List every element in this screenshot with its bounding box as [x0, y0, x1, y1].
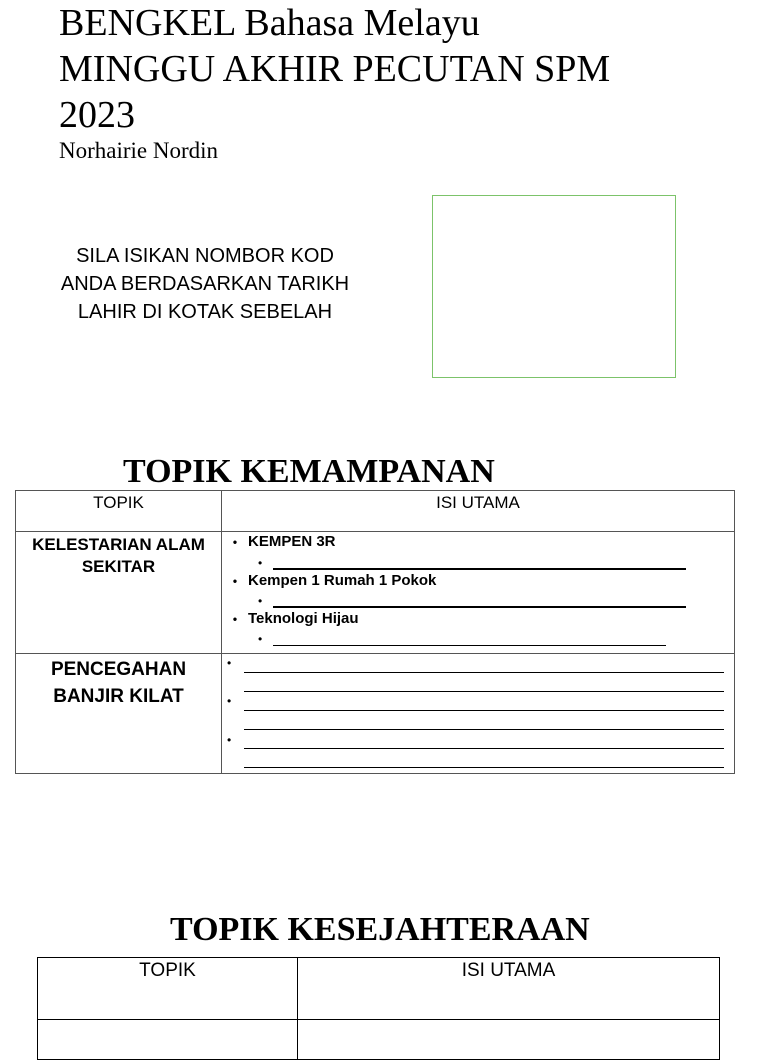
topic-line: PENCEGAHAN: [50, 659, 187, 680]
list-item: [226, 572, 436, 589]
instruction-line-3: LAHIR DI KOTAK SEBELAH: [77, 301, 333, 323]
document-title-line-1: BENGKEL Bahasa Melayu: [59, 2, 480, 44]
answer-blank[interactable]: [244, 710, 724, 711]
document-title-line-2: MINGGU AKHIR PECUTAN SPM: [59, 48, 611, 90]
instruction-line-2: ANDA BERDASARKAN TARIKH: [60, 273, 350, 295]
table-header-row: [38, 958, 720, 1020]
bullet-icon: •: [227, 656, 232, 670]
topic-line: BANJIR KILAT: [53, 686, 184, 707]
answer-blank[interactable]: [244, 748, 724, 749]
col-header-isi-utama: ISI UTAMA: [222, 491, 735, 532]
bullet-icon: •: [258, 594, 263, 608]
item-label: Teknologi Hijau: [248, 610, 359, 627]
item-label: KEMPEN 3R: [248, 533, 336, 550]
topic-line: KELESTARIAN ALAM: [32, 535, 205, 554]
answer-blank[interactable]: [244, 767, 724, 768]
bullet-icon: •: [227, 733, 232, 747]
code-entry-box[interactable]: [432, 195, 676, 378]
answer-blank[interactable]: [244, 729, 724, 730]
isi-utama-cell: [222, 654, 735, 774]
code-instruction: [40, 242, 370, 326]
item-label: Kempen 1 Rumah 1 Pokok: [248, 572, 437, 589]
instruction-line-1: SILA ISIKAN NOMBOR KOD: [76, 245, 334, 267]
col-header-topik: TOPIK: [38, 958, 298, 1020]
topic-cell: [38, 1020, 298, 1060]
col-header-isi-utama: ISI UTAMA: [298, 958, 720, 1020]
topic-cell: [16, 654, 222, 774]
col-header-topik: TOPIK: [16, 491, 222, 532]
answer-blank[interactable]: [273, 645, 666, 646]
kemampanan-table: [15, 490, 735, 774]
section-heading-kesejahteraan: TOPIK KESEJAHTERAAN: [170, 911, 590, 948]
answer-blank[interactable]: [273, 568, 686, 570]
section-heading-kemampanan: TOPIK KEMAMPANAN: [123, 453, 495, 490]
bullet-icon: •: [258, 632, 263, 646]
author-name: Norhairie Nordin: [59, 138, 219, 163]
document-title-line-3: 2023: [59, 94, 135, 136]
list-item: [226, 533, 336, 550]
list-item: [226, 610, 359, 627]
isi-utama-cell: [298, 1020, 720, 1060]
answer-blank[interactable]: [244, 672, 724, 673]
answer-blank[interactable]: [273, 606, 686, 608]
topic-line: SEKITAR: [81, 557, 156, 576]
bullet-icon: •: [232, 612, 238, 626]
bullet-icon: •: [227, 694, 232, 708]
kesejahteraan-table: [37, 957, 720, 1060]
bullet-icon: •: [232, 535, 238, 549]
isi-utama-cell: [222, 532, 735, 654]
table-row: [38, 1020, 720, 1060]
table-header-row: [16, 491, 735, 532]
topic-cell: [16, 532, 222, 654]
answer-blank[interactable]: [244, 691, 724, 692]
bullet-icon: •: [232, 574, 238, 588]
bullet-icon: •: [258, 556, 263, 570]
table-row: [16, 654, 735, 774]
table-row: [16, 532, 735, 654]
